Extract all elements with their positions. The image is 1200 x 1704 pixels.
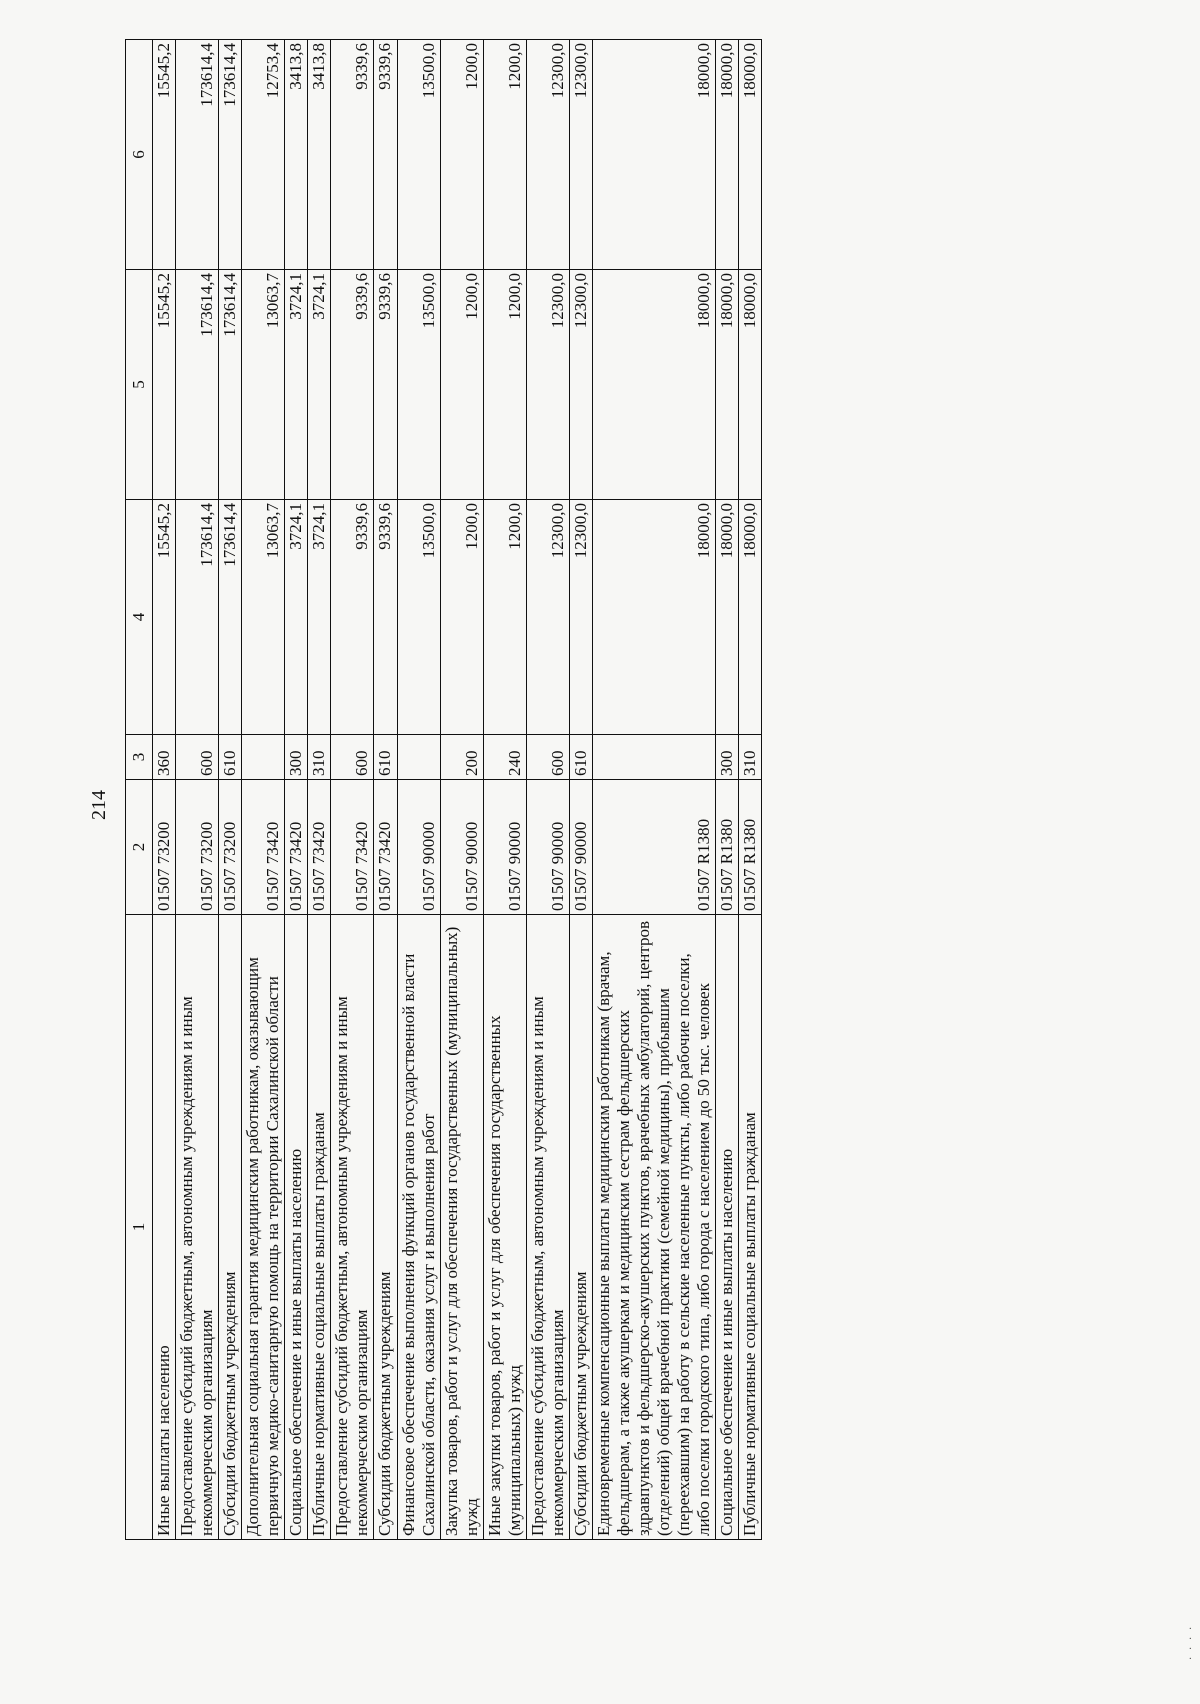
- table-row: [526, 40, 569, 1540]
- page-number: 214: [88, 790, 110, 820]
- cell-name: Публичные нормативные социальные выплаты гражданам: [308, 915, 331, 1540]
- cell-v6: 18000,0: [716, 40, 739, 270]
- cell-v4: 173614,4: [176, 500, 219, 735]
- cell-type: 300: [716, 735, 739, 780]
- table-header-row: [126, 40, 153, 1540]
- cell-type: 600: [526, 735, 569, 780]
- cell-v4: 3724,1: [285, 500, 308, 735]
- cell-v5: 3724,1: [285, 270, 308, 500]
- cell-v4: 1200,0: [440, 500, 483, 735]
- cell-v4: 18000,0: [739, 500, 762, 735]
- cell-v5: 9339,6: [331, 270, 374, 500]
- cell-type: 310: [308, 735, 331, 780]
- cell-code: 01507 73200: [153, 780, 176, 915]
- table-row: [308, 40, 331, 1540]
- cell-type: 200: [440, 735, 483, 780]
- column-header: 5: [126, 270, 153, 500]
- column-header: 4: [126, 500, 153, 735]
- cell-v4: 13063,7: [242, 500, 285, 735]
- cell-name: Единовременные компенсационные выплаты медицинским работникам (врачам, фельдшерам, а также акушеркам и медицинским сестрам фельдшерских здравпунктов и фельдшерско-акушерских пунктов, врачебных амбулаторий, центров (отделений) общей врачебной практики (семейной медицины), прибывшим (переехавшим) на работу в сельские населенные пункты, либо рабочие поселки, либо поселки городского типа, либо города с населением до 50 тыс. человек: [592, 915, 715, 1540]
- cell-name: Субсидии бюджетным учреждениям: [219, 915, 242, 1540]
- cell-v5: 9339,6: [374, 270, 397, 500]
- column-header: 2: [126, 780, 153, 915]
- cell-v4: 12300,0: [526, 500, 569, 735]
- cell-v6: 12300,0: [569, 40, 592, 270]
- cell-name: Субсидии бюджетным учреждениям: [569, 915, 592, 1540]
- cell-v5: 12300,0: [569, 270, 592, 500]
- cell-v5: 18000,0: [592, 270, 715, 500]
- budget-table: [125, 39, 762, 1540]
- cell-v5: 13063,7: [242, 270, 285, 500]
- table-row: [219, 40, 242, 1540]
- cell-name: Публичные нормативные социальные выплаты гражданам: [739, 915, 762, 1540]
- column-header: 1: [126, 915, 153, 1540]
- cell-name: Социальное обеспечение и иные выплаты населению: [285, 915, 308, 1540]
- table-row: [242, 40, 285, 1540]
- cell-name: Иные выплаты населению: [153, 915, 176, 1540]
- cell-v5: 12300,0: [526, 270, 569, 500]
- cell-v4: 12300,0: [569, 500, 592, 735]
- cell-v5: 173614,4: [219, 270, 242, 500]
- cell-name: Предоставление субсидий бюджетным, автономным учреждениям и иным некоммерческим организациям: [526, 915, 569, 1540]
- cell-type: 360: [153, 735, 176, 780]
- cell-v5: 18000,0: [739, 270, 762, 500]
- cell-name: Дополнительная социальная гарантия медицинским работникам, оказывающим первичную медико-санитарную помощь на территории Сахалинской области: [242, 915, 285, 1540]
- cell-v6: 3413,8: [285, 40, 308, 270]
- cell-v5: 18000,0: [716, 270, 739, 500]
- cell-type: [592, 735, 715, 780]
- table-row: [592, 40, 715, 1540]
- table-row: [483, 40, 526, 1540]
- cell-v6: 15545,2: [153, 40, 176, 270]
- cell-v4: 18000,0: [716, 500, 739, 735]
- cell-v6: 3413,8: [308, 40, 331, 270]
- cell-v6: 1200,0: [483, 40, 526, 270]
- cell-v6: 173614,4: [176, 40, 219, 270]
- cell-name: Социальное обеспечение и иные выплаты населению: [716, 915, 739, 1540]
- cell-code: 01507 73420: [285, 780, 308, 915]
- scan-dots: · · · ·: [1188, 1624, 1192, 1665]
- cell-code: 01507 73420: [242, 780, 285, 915]
- cell-v5: 3724,1: [308, 270, 331, 500]
- table-row: [153, 40, 176, 1540]
- cell-name: Субсидии бюджетным учреждениям: [374, 915, 397, 1540]
- cell-code: 01507 73420: [374, 780, 397, 915]
- cell-code: 01507 73200: [176, 780, 219, 915]
- cell-code: 01507 90000: [440, 780, 483, 915]
- cell-name: Закупка товаров, работ и услуг для обеспечения государственных (муниципальных) нужд: [440, 915, 483, 1540]
- cell-name: Финансовое обеспечение выполнения функций органов государственной власти Сахалинской области, оказания услуг и выполнения работ: [397, 915, 440, 1540]
- cell-type: [397, 735, 440, 780]
- cell-v6: 1200,0: [440, 40, 483, 270]
- cell-type: [242, 735, 285, 780]
- cell-code: 01507 R1380: [739, 780, 762, 915]
- cell-v4: 173614,4: [219, 500, 242, 735]
- cell-v5: 1200,0: [483, 270, 526, 500]
- cell-v4: 9339,6: [331, 500, 374, 735]
- cell-type: 310: [739, 735, 762, 780]
- table-row: [716, 40, 739, 1540]
- table-row: [374, 40, 397, 1540]
- cell-code: 01507 73420: [331, 780, 374, 915]
- cell-code: 01507 73420: [308, 780, 331, 915]
- column-header: 6: [126, 40, 153, 270]
- cell-type: 600: [331, 735, 374, 780]
- cell-code: 01507 R1380: [592, 780, 715, 915]
- cell-v4: 15545,2: [153, 500, 176, 735]
- cell-type: 610: [219, 735, 242, 780]
- table-row: [176, 40, 219, 1540]
- cell-v4: 18000,0: [592, 500, 715, 735]
- table-row: [285, 40, 308, 1540]
- cell-v4: 1200,0: [483, 500, 526, 735]
- cell-v6: 9339,6: [374, 40, 397, 270]
- cell-name: Предоставление субсидий бюджетным, автономным учреждениям и иным некоммерческим организациям: [176, 915, 219, 1540]
- cell-v4: 13500,0: [397, 500, 440, 735]
- cell-type: 610: [374, 735, 397, 780]
- cell-v6: 18000,0: [592, 40, 715, 270]
- cell-v6: 18000,0: [739, 40, 762, 270]
- budget-table-container: [125, 40, 762, 1540]
- table-row: [739, 40, 762, 1540]
- cell-v5: 173614,4: [176, 270, 219, 500]
- cell-name: Предоставление субсидий бюджетным, автономным учреждениям и иным некоммерческим организациям: [331, 915, 374, 1540]
- cell-name: Иные закупки товаров, работ и услуг для обеспечения государственных (муниципальных) нужд: [483, 915, 526, 1540]
- cell-code: 01507 90000: [483, 780, 526, 915]
- cell-code: 01507 90000: [569, 780, 592, 915]
- cell-v6: 13500,0: [397, 40, 440, 270]
- cell-v5: 15545,2: [153, 270, 176, 500]
- cell-v6: 9339,6: [331, 40, 374, 270]
- cell-v4: 9339,6: [374, 500, 397, 735]
- table-row: [440, 40, 483, 1540]
- cell-type: 610: [569, 735, 592, 780]
- cell-code: 01507 73200: [219, 780, 242, 915]
- cell-type: 600: [176, 735, 219, 780]
- cell-type: 300: [285, 735, 308, 780]
- table-row: [331, 40, 374, 1540]
- cell-code: 01507 90000: [526, 780, 569, 915]
- cell-code: 01507 R1380: [716, 780, 739, 915]
- table-row: [569, 40, 592, 1540]
- cell-v6: 12300,0: [526, 40, 569, 270]
- cell-v6: 12753,4: [242, 40, 285, 270]
- table-row: [397, 40, 440, 1540]
- cell-type: 240: [483, 735, 526, 780]
- cell-v4: 3724,1: [308, 500, 331, 735]
- column-header: 3: [126, 735, 153, 780]
- cell-v6: 173614,4: [219, 40, 242, 270]
- cell-code: 01507 90000: [397, 780, 440, 915]
- cell-v5: 1200,0: [440, 270, 483, 500]
- cell-v5: 13500,0: [397, 270, 440, 500]
